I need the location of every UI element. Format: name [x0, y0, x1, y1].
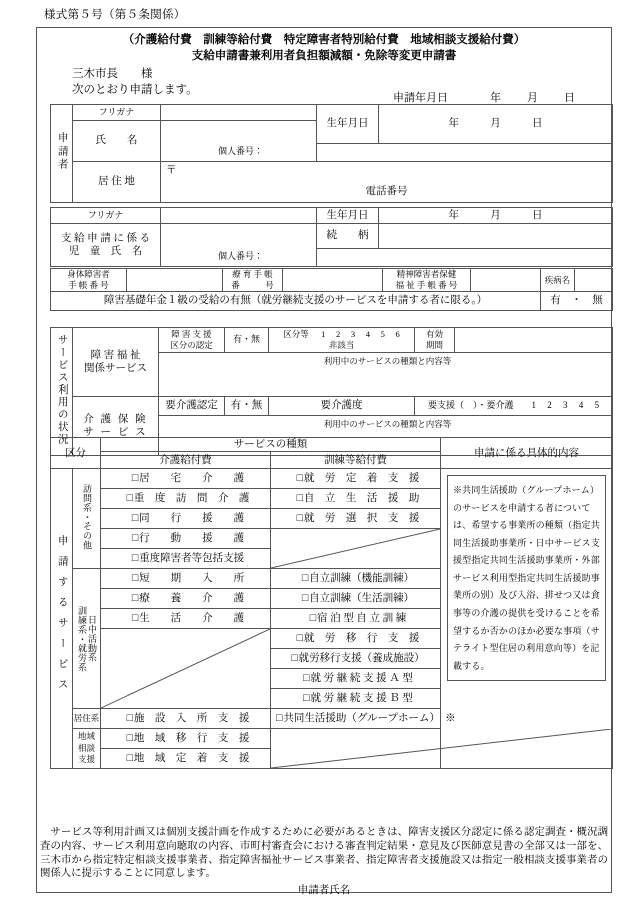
form-title-line1: （介護給付費 訓練等給付費 特定障害者特別給付費 地域相談支援給付費）: [122, 34, 526, 46]
service-checkbox-item[interactable]: [271, 649, 441, 669]
checkbox-icon: □: [131, 513, 139, 525]
services-note-cell: [441, 469, 613, 769]
services-type-header: サービスの種類: [101, 438, 441, 452]
child-name-value[interactable]: [161, 224, 317, 249]
applicant-side-label: 申請者: [51, 105, 73, 203]
service-label: 短 期 入 所: [139, 573, 245, 585]
applicant-birth-label: 生年月日: [317, 105, 379, 144]
child-name-label-line1: 支 給 申 請 に 係 る: [60, 232, 151, 244]
welfare-nintei-yesno[interactable]: 有・無: [225, 328, 269, 353]
postal-mark-icon: 〒: [166, 165, 177, 176]
checkbox-icon: □: [126, 733, 133, 745]
service-label: 自 立 生 活 援 助: [303, 493, 420, 505]
ryoiku-cert-value[interactable]: [283, 269, 383, 292]
child-furigana-row: [51, 208, 613, 224]
service-label: 療 養 介 護: [139, 593, 245, 605]
physical-cert-label: 身体障害者 手 帳 番 号: [51, 269, 127, 292]
child-name-row: [51, 224, 613, 249]
service-checkbox-item[interactable]: [271, 469, 441, 489]
group-label-daytime-b: 訓練系・就労系: [77, 605, 87, 672]
group-home-note: ※共同生活援助（グループホーム）のサービスを申請する者については、希望する事業所の種類（指定共同生活援助事業所・日中サービス支援型指定共同生活援助事業所・外部サービス利用型指定共同生活援助事業所の別）及び入浴、排せつ又は食事等の介護の提供を受けることを希望するか否かのほか必要な事項（サテライト型住居の利用意向等）を記載する。: [447, 475, 606, 681]
application-date-day: 日: [564, 92, 575, 104]
child-furigana-label: フリガナ: [51, 208, 161, 224]
welfare-detail-label: 利用中のサービスの種類と内容等: [323, 356, 452, 366]
applicant-mynumber-blank: [317, 143, 613, 162]
service-checkbox-item[interactable]: [271, 689, 441, 709]
empty-diagonal-cell: [101, 629, 271, 709]
intro-text: 次のとおり申請します。: [72, 84, 198, 96]
services-col-kaigo-header: 介護給付費: [101, 452, 271, 469]
welfare-valid-value[interactable]: [455, 328, 613, 353]
service-checkbox-item[interactable]: [271, 609, 441, 629]
service-checkbox-item[interactable]: [101, 469, 271, 489]
applicant-address-row: [51, 162, 613, 203]
welfare-detail-cell[interactable]: [159, 353, 613, 397]
services-side-label: 申請するサービス: [51, 469, 73, 769]
checkbox-icon: □: [131, 553, 139, 565]
addressee: 三木市長 様: [72, 68, 153, 80]
applicant-phone-label: 電話番号: [365, 185, 408, 197]
checkbox-icon: □: [131, 473, 139, 485]
checkbox-icon: □: [309, 613, 317, 625]
physical-cert-value[interactable]: [127, 269, 223, 292]
group-label-regional-1: 地域: [77, 731, 95, 742]
child-mynumber-label: 個人番号：: [217, 251, 263, 262]
service-checkbox-item[interactable]: [101, 709, 271, 729]
checkbox-icon: □: [131, 613, 139, 625]
service-label: 就 労 移 行 支 援: [303, 633, 420, 645]
kaigo-service-label: 介 護 保 険 サ ー ビ ス: [73, 397, 159, 456]
applicant-name-label: 氏 名: [73, 121, 161, 162]
service-checkbox-item[interactable]: [101, 729, 271, 749]
service-label: 就 労 定 着 支 援: [303, 473, 420, 485]
checkbox-icon: □: [303, 673, 310, 685]
child-name-label-line2: 児 童 氏 名: [68, 246, 143, 257]
child-mynumber-field[interactable]: [161, 248, 317, 267]
kaigo-degree-values[interactable]: 要支援（ ）・要介護 1 2 3 4 5: [415, 397, 613, 416]
checkbox-icon: □: [131, 573, 139, 585]
kaigo-degree-label: 要介護度: [269, 397, 415, 416]
pension-label: 障害基礎年金１級の受給の有無（就労継続支援のサービスを申請する者に限る。）: [51, 292, 541, 311]
service-label: 共同生活援助（グループホーム） ※: [283, 713, 456, 725]
applicant-address-value[interactable]: [161, 162, 613, 203]
welfare-nintei-label: 障 害 支 援 区分の認定: [159, 328, 225, 353]
services-col-kunren-header: 訓練等給付費: [271, 452, 441, 469]
group-label-residence: 居住系: [73, 709, 101, 729]
checkbox-icon: □: [296, 473, 303, 485]
service-checkbox-item[interactable]: [271, 489, 441, 509]
child-birth-label: 生年月日: [317, 208, 379, 224]
service-label: 重 度 訪 問 介 護: [133, 493, 250, 505]
group-label-regional-3: 支援: [77, 754, 95, 765]
child-relation-label: 続 柄: [317, 224, 379, 249]
applicant-birth-year: 年: [448, 118, 459, 130]
service-row: [51, 729, 613, 749]
service-checkbox-item[interactable]: [271, 589, 441, 609]
service-checkbox-item[interactable]: [271, 509, 441, 529]
checkbox-icon: □: [296, 633, 303, 645]
certificates-table: [50, 268, 613, 311]
kaigo-detail-label: 利用中のサービスの種類と内容等: [323, 419, 452, 429]
service-checkbox-item[interactable]: [101, 749, 271, 769]
service-checkbox-item[interactable]: [101, 609, 271, 629]
group-label-daytime-a: 日中活動系: [87, 615, 97, 663]
checkbox-icon: □: [131, 533, 139, 545]
group-label-regional-2: 相談: [77, 742, 95, 753]
kaigo-nintei-yesno[interactable]: 有・無: [225, 397, 269, 416]
service-label: 自立訓練（生活訓練）: [309, 593, 415, 605]
application-date-month: 月: [527, 92, 538, 104]
pension-choice[interactable]: 有 ・ 無: [541, 292, 613, 311]
child-birth-month: 月: [490, 209, 501, 221]
applicant-address-label: 居 住 地: [73, 162, 161, 203]
services-table: [50, 437, 613, 769]
service-label: 就労移行支援（養成施設）: [298, 653, 425, 665]
service-label: 居 宅 介 護: [139, 473, 245, 485]
service-label: 生 活 介 護: [139, 613, 245, 625]
service-checkbox-item[interactable]: [101, 589, 271, 609]
child-name-label: [51, 224, 161, 267]
checkbox-icon: □: [126, 493, 133, 505]
ryoiku-cert-label: 療 育 手 帳 番 号: [223, 269, 283, 292]
welfare-service-label: 障 害 福 祉 関係サービス: [73, 328, 159, 397]
form-title-line2: 支給申請書兼利用者負担額減額・免除等変更申請書: [191, 50, 457, 62]
mental-cert-value[interactable]: [471, 269, 541, 292]
service-checkbox-item[interactable]: [101, 569, 271, 589]
child-birth-day: 日: [532, 209, 543, 221]
service-label: 同 行 援 護: [139, 513, 245, 525]
checkbox-icon: □: [276, 713, 283, 725]
checkbox-icon: □: [126, 713, 133, 725]
service-checkbox-item[interactable]: [101, 489, 271, 509]
applicant-table: [50, 104, 613, 203]
service-label: 施 設 入 所 支 援: [133, 713, 250, 725]
group-label-visit: 訪問系・その他: [73, 469, 101, 569]
services-detail-header: 申請に係る具体的内容: [441, 438, 613, 469]
empty-diagonal-cell: [271, 529, 441, 569]
application-date-line: [393, 89, 575, 105]
service-label: 就 労 継 続 支 援 Ｂ 型: [310, 693, 413, 705]
service-checkbox-item[interactable]: [271, 569, 441, 589]
certificates-row: [51, 269, 613, 292]
child-relation-value[interactable]: [379, 224, 613, 249]
checkbox-icon: □: [126, 753, 133, 765]
usage-status-side-label: サービス利用の状況: [51, 328, 73, 456]
diagonal-strike-icon: [101, 629, 270, 708]
service-checkbox-item[interactable]: [271, 709, 456, 729]
service-checkbox-item[interactable]: [101, 509, 271, 529]
checkbox-icon: □: [131, 593, 139, 605]
welfare-valid-label: 有効 期間: [415, 328, 455, 353]
applicant-name-value[interactable]: [161, 121, 317, 144]
mental-cert-label: 精神障害者保健 福 祉 手 帳 番 号: [383, 269, 471, 292]
checkbox-icon: □: [291, 653, 298, 665]
welfare-kubun-cell[interactable]: [269, 328, 415, 353]
checkbox-icon: □: [301, 593, 309, 605]
service-checkbox-item[interactable]: [101, 549, 271, 569]
welfare-kubun-label: 区分等: [283, 329, 309, 340]
service-checkbox-item[interactable]: [271, 629, 441, 649]
disease-value[interactable]: [575, 269, 613, 292]
welfare-kubun-values: 1 2 3 4 5 6: [321, 329, 400, 340]
application-date-year: 年: [490, 92, 501, 104]
services-kubun-header: 区分: [51, 438, 101, 469]
child-birth-year: 年: [448, 209, 459, 221]
service-checkbox-item[interactable]: [101, 529, 271, 549]
kaigo-nintei-label: 要介護認定: [159, 397, 225, 416]
kaigo-nintei-row: [51, 397, 613, 416]
group-label-daytime: [73, 569, 101, 709]
applicant-furigana-label: フリガナ: [73, 105, 161, 121]
child-mynumber-blank: [317, 248, 613, 267]
welfare-kubun-none: 非該当: [328, 340, 355, 350]
signature-label: 申請者氏名: [297, 885, 351, 896]
applicant-furigana-value[interactable]: [161, 105, 317, 121]
diagonal-strike-icon: [271, 729, 612, 768]
service-label: 自立訓練（機能訓練）: [309, 573, 415, 585]
service-checkbox-item[interactable]: [271, 669, 441, 689]
empty-diagonal-cell: [271, 729, 613, 769]
service-label: 行 動 援 護: [139, 533, 245, 545]
application-date-label: 申請年月日: [393, 92, 448, 104]
applicant-birth-value[interactable]: [379, 105, 613, 144]
child-table: [50, 207, 613, 267]
disease-label: 疾病名: [541, 269, 575, 292]
services-header-row-1: [51, 438, 613, 452]
service-label: 重度障害者等包括支援: [139, 553, 245, 565]
service-row: [51, 469, 613, 489]
welfare-nintei-row: [51, 328, 613, 353]
applicant-birth-day: 日: [532, 118, 543, 130]
checkbox-icon: □: [301, 573, 309, 585]
checkbox-icon: □: [296, 513, 303, 525]
group-label-regional: [73, 729, 101, 769]
pension-row: [51, 292, 613, 311]
checkbox-icon: □: [296, 493, 303, 505]
applicant-furigana-row: [51, 105, 613, 121]
consent-text: サービス等利用計画又は個別支援計画を作成するために必要があるときは、障害支援区分認定に係る認定調査・概況調査の内容、サービス利用意向聴取の内容、市町村審査会における審査判定結果・意見及び医師意見書の全部又は一部を、三木市から指定特定相談支援事業者、指定障害福祉サービス事業者、指定障害者支援施設又は指定一般相談支援事業者の関係人に提示することに同意します。: [40, 827, 608, 880]
service-label: 地 域 移 行 支 援: [133, 733, 250, 745]
applicant-mynumber-field[interactable]: [161, 143, 317, 162]
form-number: 様式第５号（第５条関係）: [44, 9, 186, 21]
child-birth-value[interactable]: [379, 208, 613, 224]
applicant-mynumber-label: 個人番号：: [217, 146, 263, 157]
service-label: 就 労 継 続 支 援 Ａ 型: [310, 673, 413, 685]
service-label: 地 域 定 着 支 援: [133, 753, 250, 765]
diagonal-strike-icon: [271, 529, 440, 568]
applicant-birth-month: 月: [490, 118, 501, 130]
child-furigana-value[interactable]: [161, 208, 317, 224]
checkbox-icon: □: [303, 693, 310, 705]
service-label: 就 労 選 択 支 援: [303, 513, 420, 525]
service-label: 宿 泊 型 自 立 訓 練: [317, 613, 407, 625]
